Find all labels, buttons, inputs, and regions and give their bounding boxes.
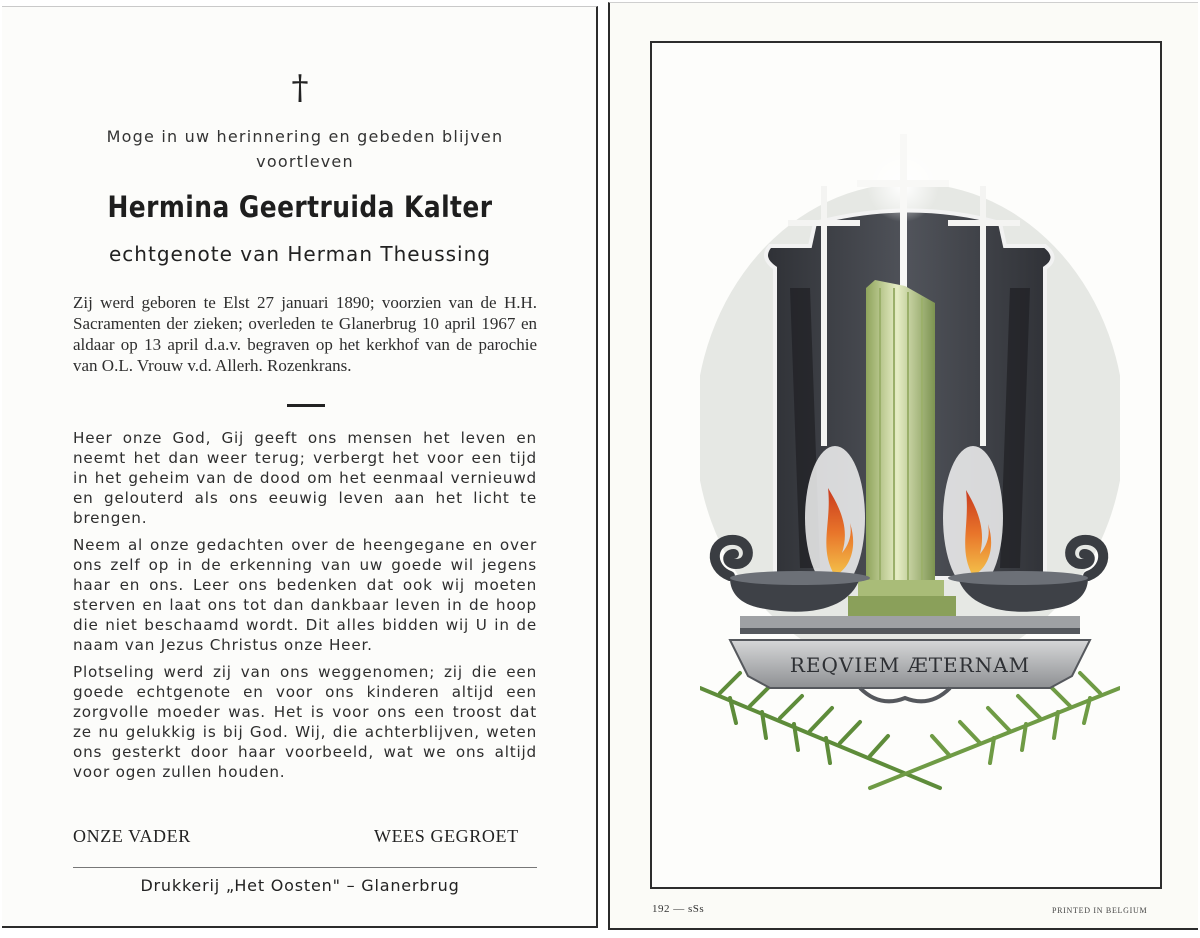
closing-prayer-left: ONZE VADER — [73, 826, 191, 846]
requiem-illustration — [700, 128, 1120, 798]
prayer-paragraph-1: Heer onze God, Gij geeft ons mensen het leven en neemt het dan weer terug; verbergt het voor een tijd in het geheim van de dood om het eenmaal vernieuwd en gelouterd als ons eeuwig leven aan het licht te brengen. — [73, 429, 537, 527]
prayer-paragraph-3: Plotseling werd zij van ons weggenomen; zij die een goede echtgenote en voor ons kinderen altijd een zorgvolle moeder was. Het is voor ons een troost dat ze nu gelukkig is bij God. Wij, die achterblijven, weten ons gesterkt door haar voorbeeld, wat we ons altijd voor ogen zullen houden. — [73, 663, 537, 781]
cross-icon: † — [291, 68, 309, 108]
printer-credit: Drukkerij „Het Oosten" – Glanerbrug — [140, 876, 460, 895]
altar-ledge — [740, 616, 1080, 628]
section-divider — [287, 404, 325, 407]
spouse-line: echtgenote van Herman Theussing — [109, 242, 491, 266]
column-base — [858, 580, 944, 596]
altar-ledge-shadow — [740, 628, 1080, 634]
printer-rule — [73, 867, 537, 868]
palm-branch-left-icon — [700, 673, 940, 788]
closing-prayer-right: WEES GEGROET — [374, 826, 519, 846]
prayer-paragraph-2: Neem al onze gedachten over de heengegane en over ons zelf op in de erkenning van uw goede wil jegens haar en ons. Leer ons bedenken dat ook wij moeten sterven en laat ons tot dan dankbaar leven in de hoop die niet beschaamd wordt. Dit alles bidden wij U in de naam van Jezus Christus onze Heer. — [73, 536, 537, 654]
deceased-name: Hermina Geertruida Kalter — [107, 190, 493, 224]
banner-scroll-ornament — [860, 688, 950, 701]
printed-in-label: PRINTED IN BELGIUM — [1052, 906, 1148, 915]
banner-text: REQVIEM ÆTERNAM — [789, 653, 1031, 677]
palm-branch-right-icon — [870, 673, 1120, 788]
biography-paragraph: Zij werd geboren te Elst 27 januari 1890; voorzien van de H.H. Sacramenten der zieken; overleden te Glanerbrug 10 april 1967 en aldaar op 13 april d.a.v. begraven op het kerkhof van de parochie van O.L. Vrouw v.d. Allerh. Rozenkrans. — [73, 293, 537, 375]
card-number: 192 — sSs — [652, 903, 705, 915]
broken-column — [866, 280, 935, 583]
column-plinth — [848, 596, 956, 616]
prayer-block — [73, 428, 537, 789]
intro-text: Moge in uw herinnering en gebeden blijven voortleven — [106, 127, 504, 171]
